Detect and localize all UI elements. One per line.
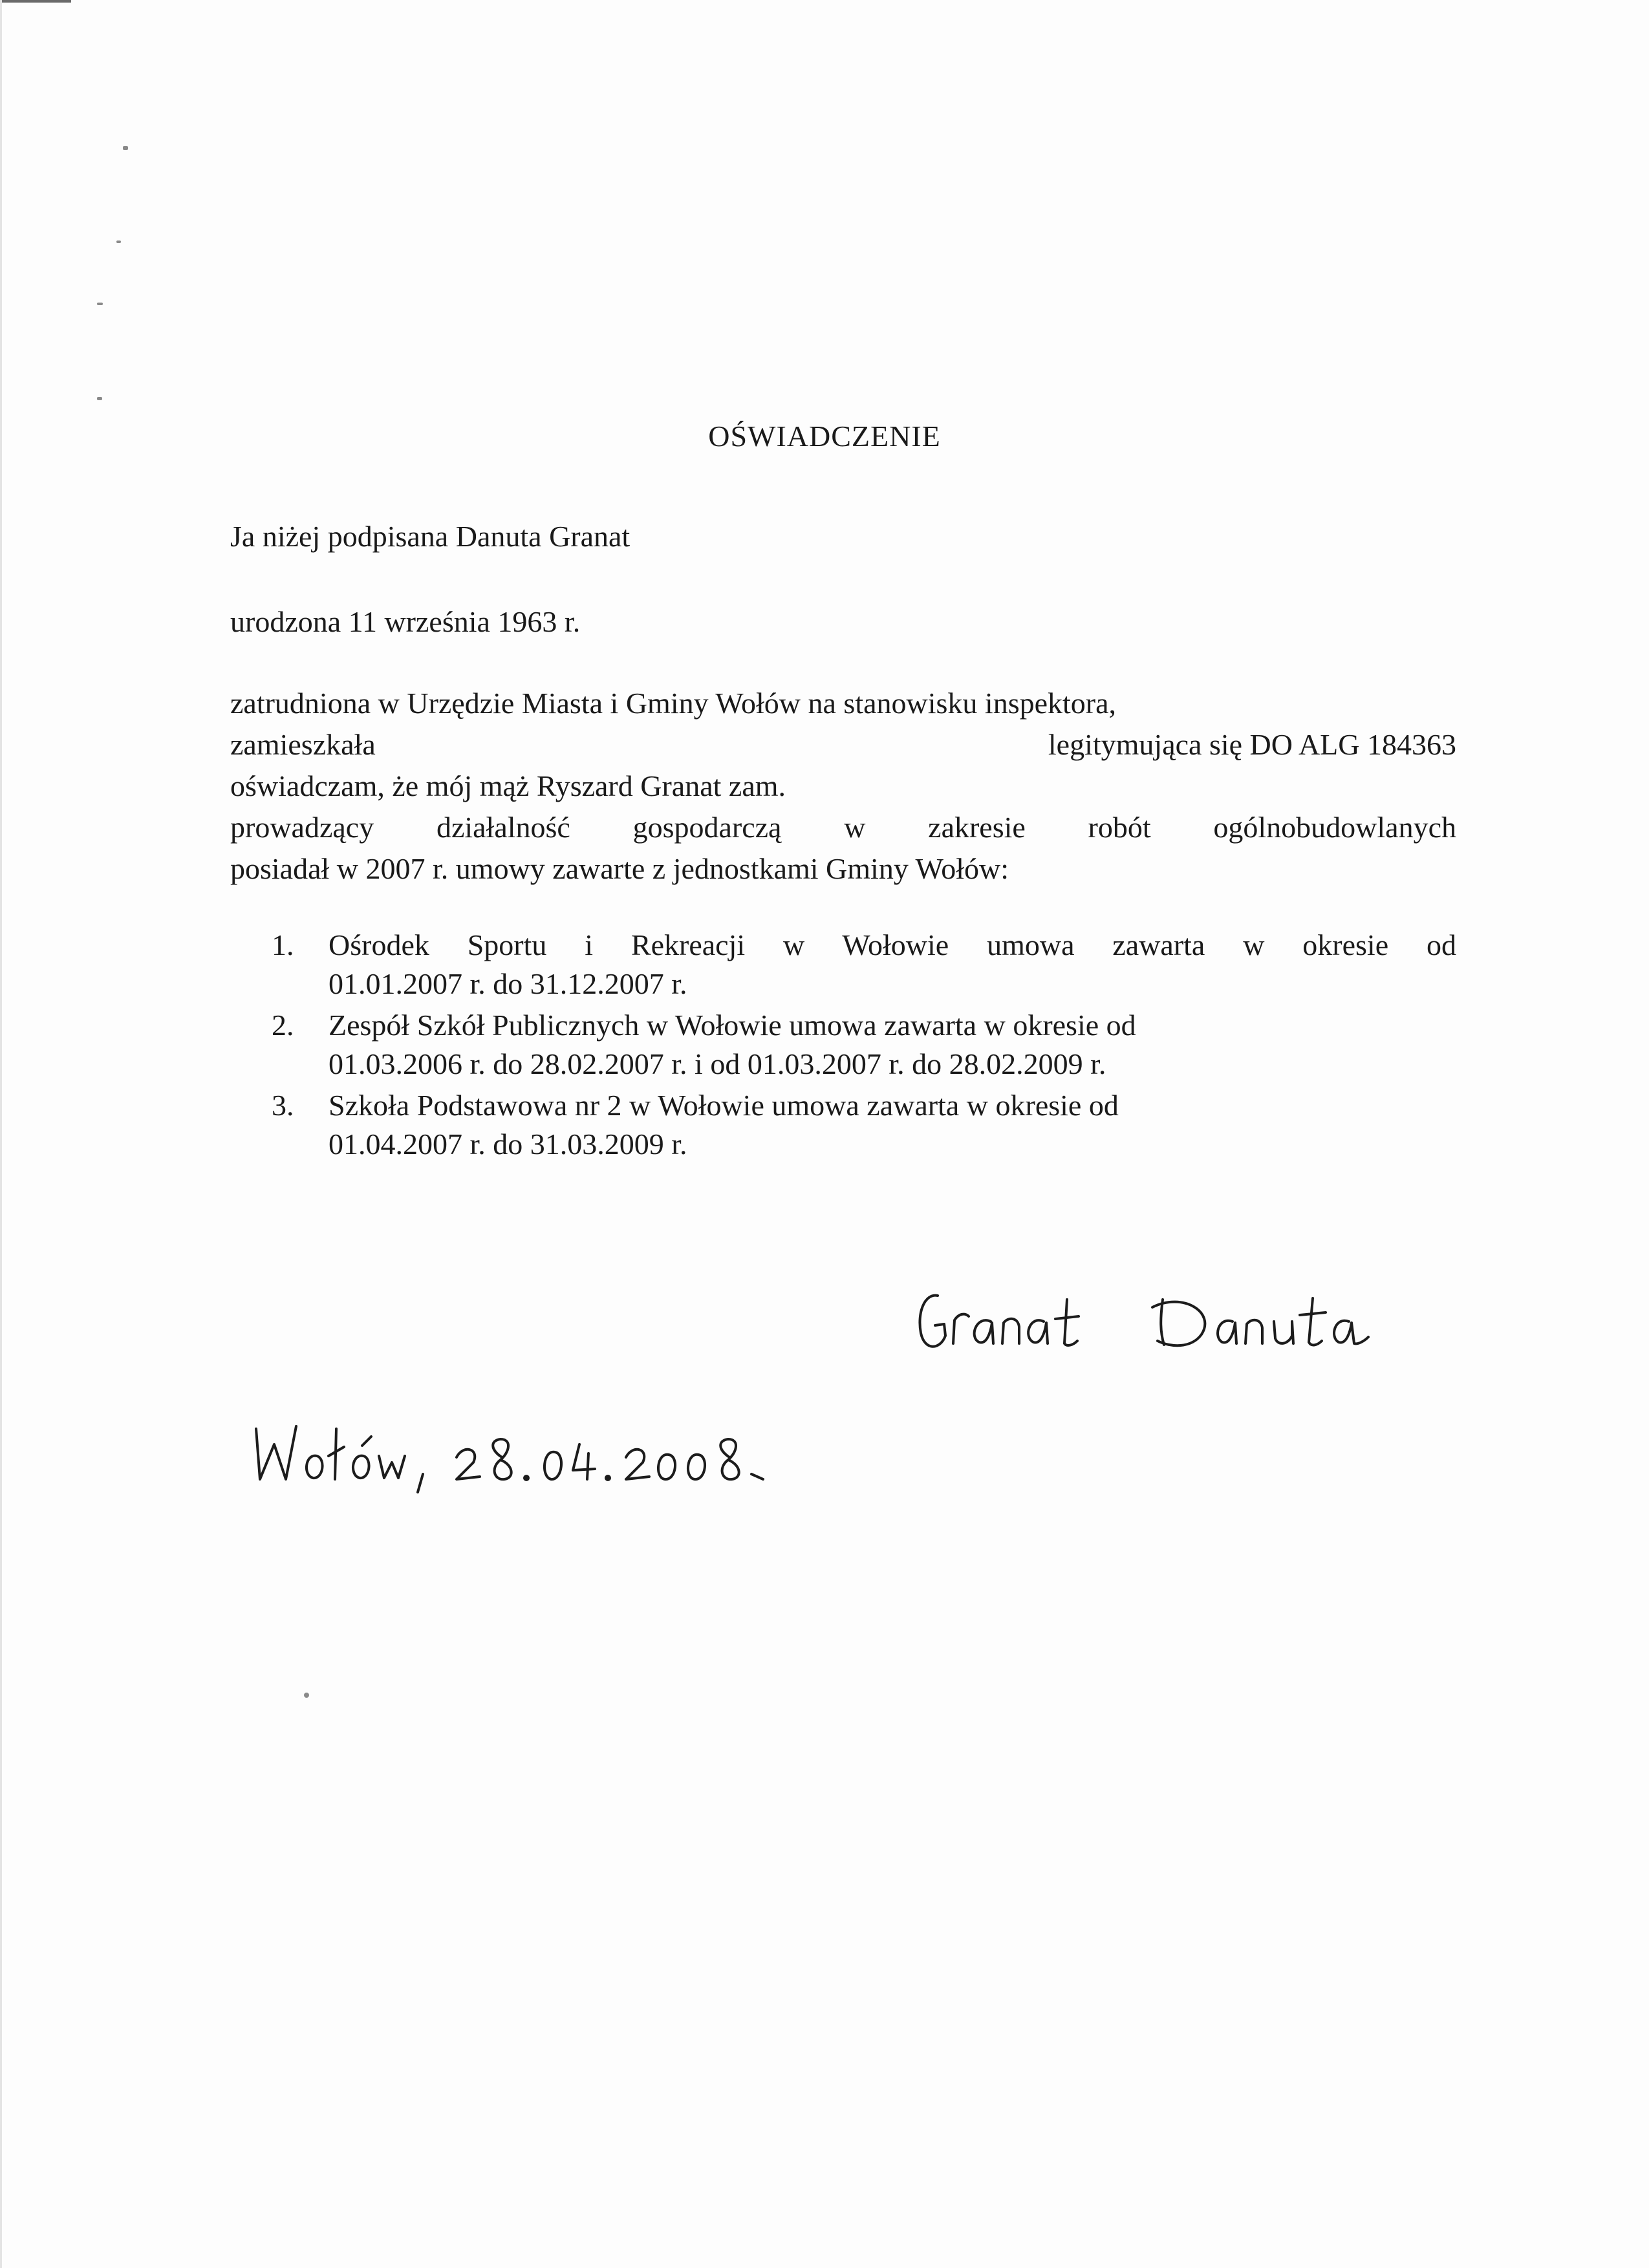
contract-number: 2.: [272, 1009, 294, 1042]
handwritten-signature: [912, 1274, 1377, 1364]
scan-edge-mark: [0, 0, 71, 3]
contract-text: Ośrodek Sportu i Rekreacji w Wołowie umowa zawarta w okresie od: [329, 928, 1456, 961]
scan-speck: [304, 1693, 309, 1698]
business-line: prowadzący działalność gospodarczą w zakresie robót ogólnobudowlanych: [230, 811, 1456, 844]
employment-line: zatrudniona w Urzędzie Miasta i Gminy Wołów na stanowisku inspektora,: [230, 687, 1117, 720]
contract-line-1: [329, 926, 1456, 965]
contract-line-1: Szkoła Podstawowa nr 2 w Wołowie umowa zawarta w okresie od: [329, 1089, 1119, 1122]
intro-name: Ja niżej podpisana Danuta Granat: [230, 520, 630, 553]
contract-number: 1.: [272, 928, 294, 961]
residence-line: [230, 725, 1456, 764]
declaration-line: oświadczam, że mój mąż Ryszard Granat zam.: [230, 769, 786, 802]
scan-speck: [97, 397, 102, 400]
contract-line-2: 01.04.2007 r. do 31.03.2009 r.: [329, 1128, 687, 1161]
contract-line-1: Zespół Szkół Publicznych w Wołowie umowa zawarta w okresie od: [329, 1009, 1136, 1042]
birth-line: urodzona 11 września 1963 r.: [230, 605, 581, 638]
contract-number: 3.: [272, 1089, 294, 1122]
handwritten-place-date: [246, 1403, 802, 1500]
contract-line-2: 01.03.2006 r. do 28.02.2007 r. i od 01.03.2007 r. do 28.02.2009 r.: [329, 1047, 1106, 1080]
scan-speck: [116, 241, 121, 243]
scan-speck: [97, 303, 103, 305]
scan-edge-shadow: [0, 0, 2, 2268]
document-title: OŚWIADCZENIE: [708, 420, 941, 453]
scan-speck: [123, 146, 128, 150]
id-text: legitymująca się DO ALG 184363: [1048, 728, 1456, 761]
contracts-intro: posiadał w 2007 r. umowy zawarte z jednostkami Gminy Wołów:: [230, 852, 1009, 885]
contract-line-2: 01.01.2007 r. do 31.12.2007 r.: [329, 967, 687, 1000]
residence-label: zamieszkała: [230, 728, 376, 761]
